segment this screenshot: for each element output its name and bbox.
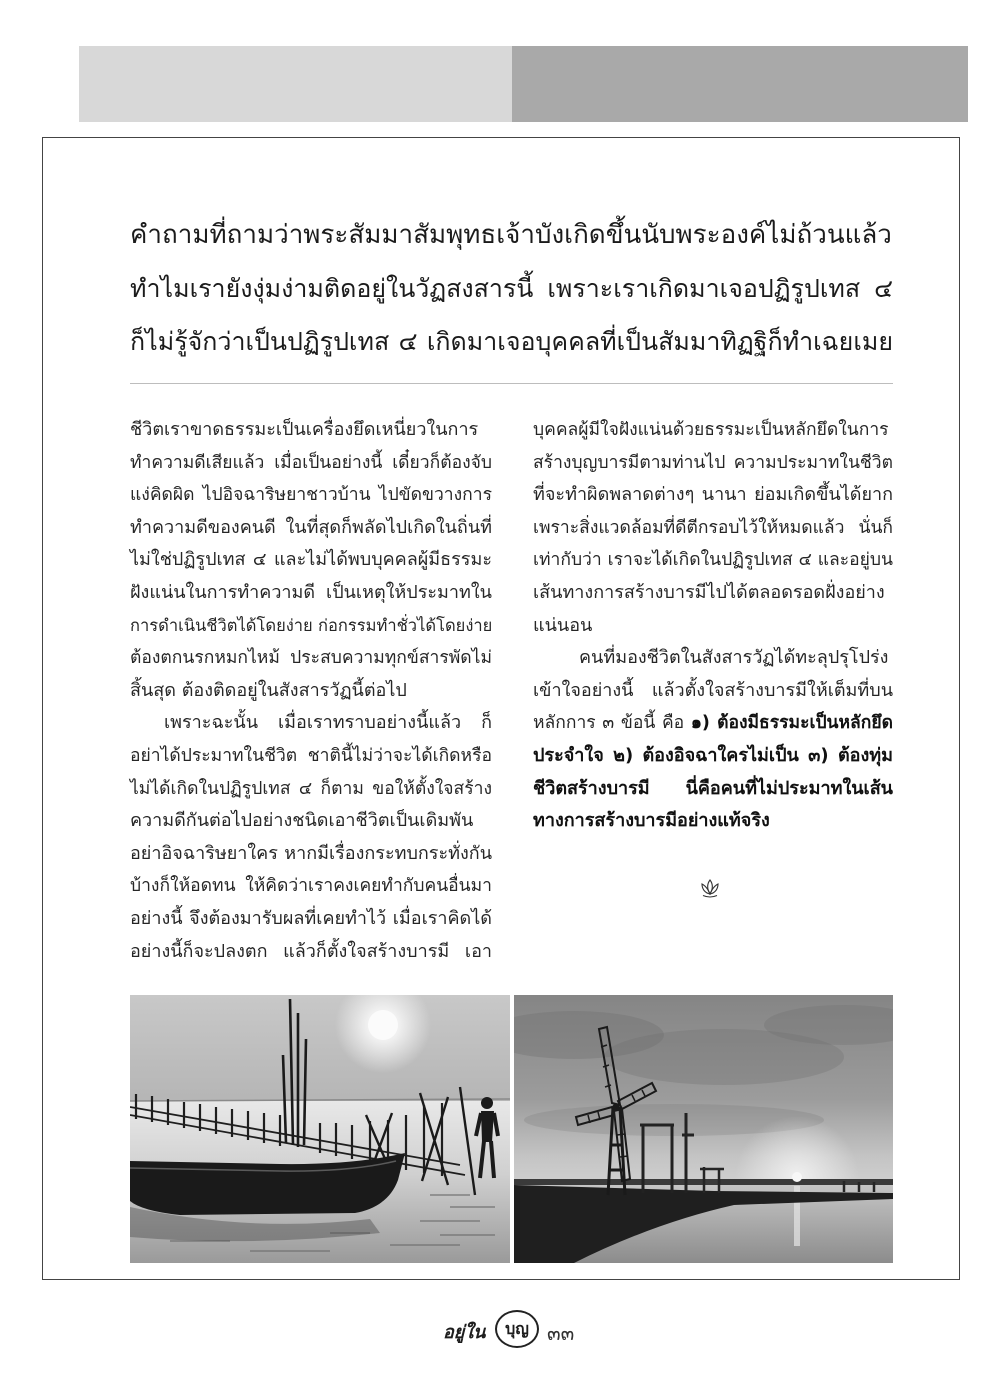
heading-divider xyxy=(130,383,893,384)
logo-ring xyxy=(495,1310,539,1348)
logo-text: บุญ xyxy=(505,1319,529,1338)
body-line: แง่คิดผิด ไปอิจฉาริษยาชาวบ้าน ไปขัดขวางการ xyxy=(130,485,492,506)
body-line xyxy=(533,707,893,740)
heading-line: ทำไมเรายังงุ่มง่ามติดอยู่ในวัฏสงสารนี้ เพราะเราเกิดมาเจอปฏิรูปเทส ๔ xyxy=(130,274,893,303)
article-heading xyxy=(130,209,893,368)
body-line: ที่จะทำผิดพลาดต่างๆ นานา ย่อมเกิดขึ้นได้ยาก xyxy=(533,484,893,506)
heading-line: ก็ไม่รู้จักว่าเป็นปฏิรูปเทส ๔ เกิดมาเจอบุคคลที่เป็นสัมมาทิฏฐิก็ทำเฉยเมย xyxy=(130,327,893,356)
body-line: อย่าอิจฉาริษยาใคร หากมีเรื่องกระทบกระทั่งกัน xyxy=(130,842,492,864)
sun xyxy=(368,1010,398,1040)
body-line: ชีวิตเราขาดธรรมะเป็นเครื่องยึดเหนี่ยวในการ xyxy=(130,419,479,440)
body-line: สิ้นสุด ต้องติดอยู่ในสังสารวัฏนี้ต่อไป xyxy=(130,679,407,701)
body-line: เส้นทางการสร้างบารมีไปได้ตลอดรอดฝั่งอย่าง xyxy=(533,581,885,603)
body-line: บ้างก็ให้อดทน ให้คิดว่าเราคงเคยทำกับคนอื่นมา xyxy=(130,876,492,897)
body-line: ต้องตกนรกหมกไหม้ ประสบความทุกข์สารพัดไม่ xyxy=(130,648,492,669)
body-line: คนที่มองชีวิตในสังสารวัฏได้ทะลุปรุโปร่ง xyxy=(579,647,889,669)
body-line xyxy=(533,773,893,806)
body-line: เพราะสิ่งแวดล้อมที่ดีตีกรอบไว้ให้หมดแล้ว นั่นก็ xyxy=(533,517,893,538)
body-line: การดำเนินชีวิตได้โดยง่าย ก่อกรรมทำชั่วได้โดยง่าย xyxy=(130,615,493,635)
header-band-right xyxy=(512,46,968,122)
body-line: บุคคลผู้มีใจฝังแน่นด้วยธรรมะเป็นหลักยึดในการ xyxy=(533,420,889,440)
body-column-right xyxy=(533,414,893,838)
header-band-left xyxy=(79,46,512,122)
sky xyxy=(130,995,510,1103)
body-line xyxy=(533,805,893,838)
page-number: ๓๓ xyxy=(547,1321,575,1345)
body-line xyxy=(533,740,893,773)
body-column-left xyxy=(130,414,492,968)
body-text: หลักการ ๓ ข้อนี้ คือ xyxy=(533,713,685,734)
lotus-icon xyxy=(699,877,721,899)
magazine-logo xyxy=(443,1308,539,1350)
heading-line: คำถามที่ถามว่าพระสัมมาสัมพุทธเจ้าบังเกิดขึ้นนับพระองค์ไม่ถ้วนแล้ว xyxy=(130,220,892,250)
logo-text: อยู่ใน xyxy=(443,1322,486,1343)
body-line: ไม่ได้เกิดในปฏิรูปเทส ๔ ก็ตาม ขอให้ตั้งใจสร้าง xyxy=(130,778,492,799)
body-line: ทำความดีของคนดี ในที่สุดก็พลัดไปเกิดในถิ่นที่ xyxy=(130,516,492,538)
body-line: อย่างนี้ก็จะปลงตก แล้วก็ตั้งใจสร้างบารมี เอา xyxy=(130,940,492,962)
body-line: ฝังแน่นในการทำความดี เป็นเหตุให้ประมาทใน xyxy=(130,581,492,603)
photo-boat-fence-sunset xyxy=(130,995,510,1263)
body-line: ทำความดีเสียแล้ว เมื่อเป็นอย่างนี้ เดี๋ยวก็ต้องจับ xyxy=(130,452,492,473)
body-line: แน่นอน xyxy=(533,614,593,636)
emphasis-text: ๑) ต้องมีธรรมะเป็นหลักยึด xyxy=(690,713,893,734)
emphasis-text: ชีวิตสร้างบารมี นี่คือคนที่ไม่ประมาทในเส้น xyxy=(533,777,893,799)
emphasis-text: ทางการสร้างบารมีอย่างแท้จริง xyxy=(533,810,770,832)
body-line: อย่างนี้ จึงต้องมารับผลที่เคยทำไว้ เมื่อเราคิดได้ xyxy=(130,907,492,929)
body-line: ไม่ใช่ปฏิรูปเทส ๔ และไม่ได้พบบุคคลผู้มีธรรมะ xyxy=(130,549,492,571)
body-line: เพราะฉะนั้น เมื่อเราทราบอย่างนี้แล้ว ก็ xyxy=(164,712,492,734)
emphasis-text: ประจำใจ ๒) ต้องอิจฉาใครไม่เป็น ๓) ต้องทุ่ม xyxy=(533,744,893,766)
body-line: ความดีกันต่อไปอย่างชนิดเอาชีวิตเป็นเดิมพัน xyxy=(130,810,474,832)
body-line: อย่าได้ประมาทในชีวิต ชาตินี้ไม่ว่าจะได้เกิดหรือ xyxy=(130,745,492,766)
sun xyxy=(792,1172,802,1182)
body-line: สร้างบุญบารมีตามท่านไป ความประมาทในชีวิต xyxy=(533,452,893,473)
body-line: เท่ากับว่า เราจะได้เกิดในปฏิรูปเทส ๔ และอยู่บน xyxy=(533,550,893,571)
photo-windmill-dusk xyxy=(514,995,893,1263)
body-line: เข้าใจอย่างนี้ แล้วตั้งใจสร้างบารมีให้เต็มที่บน xyxy=(533,679,893,701)
